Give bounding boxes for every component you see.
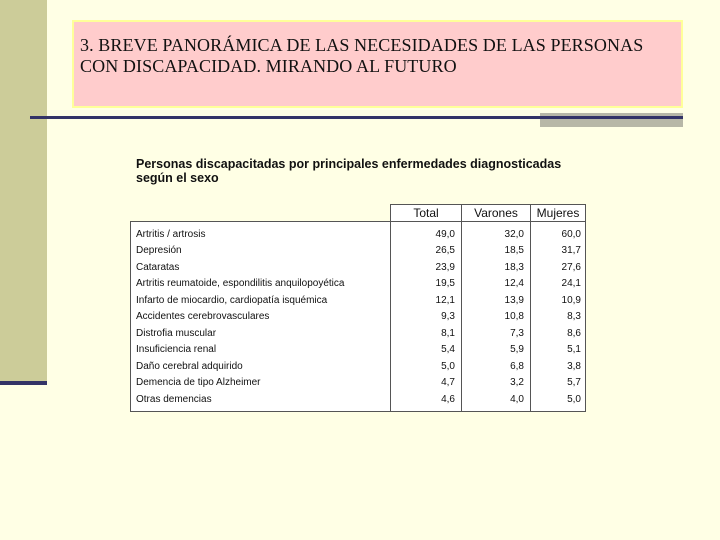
row-label: Accidentes cerebrovasculares — [131, 309, 391, 326]
cell-mujeres: 8,6 — [531, 325, 586, 342]
table-row — [131, 259, 586, 276]
table-row — [131, 243, 586, 260]
cell-varones: 6,8 — [462, 358, 531, 375]
cell-total: 5,4 — [391, 342, 462, 359]
table-row — [131, 276, 586, 293]
table-row — [131, 325, 586, 342]
cell-total: 49,0 — [391, 222, 462, 243]
table-row — [131, 292, 586, 309]
cell-mujeres: 31,7 — [531, 243, 586, 260]
cell-varones: 10,8 — [462, 309, 531, 326]
header-mujeres: Mujeres — [531, 205, 586, 222]
cell-total: 4,6 — [391, 391, 462, 411]
table-row — [131, 222, 586, 243]
cell-total: 8,1 — [391, 325, 462, 342]
row-label: Distrofia muscular — [131, 325, 391, 342]
cell-mujeres: 3,8 — [531, 358, 586, 375]
cell-total: 19,5 — [391, 276, 462, 293]
table-figure — [128, 157, 590, 405]
cell-mujeres: 60,0 — [531, 222, 586, 243]
cell-varones: 4,0 — [462, 391, 531, 411]
table-row — [131, 358, 586, 375]
cell-total: 26,5 — [391, 243, 462, 260]
slide-title: 3. BREVE PANORÁMICA DE LAS NECESIDADES DE LAS PERSONAS CON DISCAPACIDAD. MIRANDO AL FUTURO — [80, 35, 644, 76]
row-label: Infarto de miocardio, cardiopatía isquémica — [131, 292, 391, 309]
row-label: Artritis / artrosis — [131, 222, 391, 243]
row-label: Cataratas — [131, 259, 391, 276]
cell-total: 23,9 — [391, 259, 462, 276]
cell-varones: 13,9 — [462, 292, 531, 309]
row-label: Daño cerebral adquirido — [131, 358, 391, 375]
header-total: Total — [391, 205, 462, 222]
row-label: Depresión — [131, 243, 391, 260]
cell-varones: 18,3 — [462, 259, 531, 276]
table-header-row — [131, 205, 586, 222]
row-label: Demencia de tipo Alzheimer — [131, 375, 391, 392]
row-label: Otras demencias — [131, 391, 391, 411]
disease-table — [130, 204, 586, 412]
table-row — [131, 375, 586, 392]
table-body — [131, 222, 586, 412]
row-label: Insuficiencia renal — [131, 342, 391, 359]
cell-mujeres: 5,7 — [531, 375, 586, 392]
cell-total: 9,3 — [391, 309, 462, 326]
cell-mujeres: 8,3 — [531, 309, 586, 326]
cell-mujeres: 10,9 — [531, 292, 586, 309]
cell-varones: 32,0 — [462, 222, 531, 243]
cell-varones: 7,3 — [462, 325, 531, 342]
table-row — [131, 309, 586, 326]
header-varones: Varones — [462, 205, 531, 222]
figure-title: Personas discapacitadas por principales enfermedades diagnosticadas según el sexo — [136, 157, 562, 185]
row-label: Artritis reumatoide, espondilitis anquilopoyética — [131, 276, 391, 293]
cell-varones: 12,4 — [462, 276, 531, 293]
cell-mujeres: 24,1 — [531, 276, 586, 293]
table-row — [131, 342, 586, 359]
left-accent-bar — [0, 0, 47, 382]
cell-mujeres: 27,6 — [531, 259, 586, 276]
cell-varones: 18,5 — [462, 243, 531, 260]
title-rule — [30, 116, 683, 119]
cell-total: 5,0 — [391, 358, 462, 375]
title-box — [72, 20, 683, 108]
header-blank — [131, 205, 391, 222]
cell-total: 12,1 — [391, 292, 462, 309]
cell-varones: 3,2 — [462, 375, 531, 392]
cell-varones: 5,9 — [462, 342, 531, 359]
table-wrap — [130, 204, 586, 412]
cell-mujeres: 5,0 — [531, 391, 586, 411]
left-bar-underline — [0, 381, 47, 385]
cell-total: 4,7 — [391, 375, 462, 392]
cell-mujeres: 5,1 — [531, 342, 586, 359]
table-row — [131, 391, 586, 411]
